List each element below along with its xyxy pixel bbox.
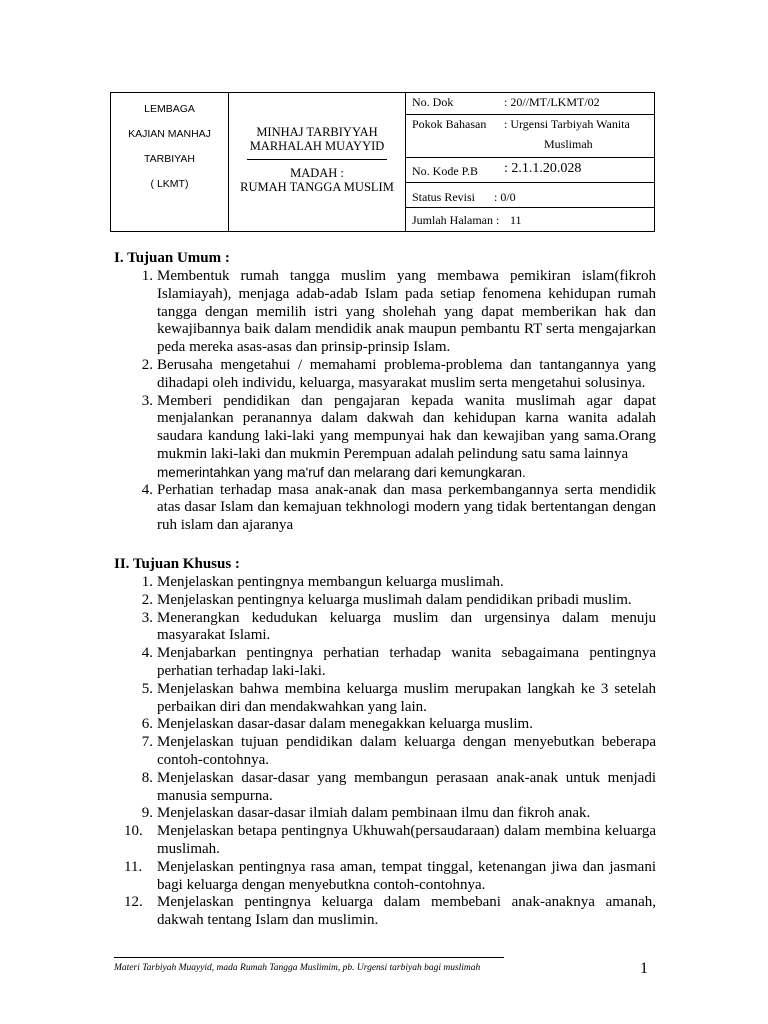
list-number: 7. [141,734,153,751]
program-divider [247,159,387,160]
list-text: Perhatian terhadap masa anak-anak dan masa perkembangannya serta mendidik atas dasar Islam dan kemajuan tekhnologi modern yang tidak bertentangan dengan ruh islam dan ajaranya [157,481,656,534]
meta-label: No. Dok [412,95,454,109]
list-item [128,805,656,823]
list-text: Menjelaskan pentingnya keluarga muslimah dalam pendidikan pribadi muslim. [157,591,632,608]
list-item [128,592,656,610]
meta-value: 11 [510,213,522,227]
list-item [128,610,656,646]
list-item [124,858,656,895]
meta-value: Muslimah [544,137,593,151]
list-item [128,645,656,681]
meta-label: No. Kode P.B [412,164,479,178]
list-number: 2. [141,356,153,373]
list-text: Memberi pendidikan dan pengajaran kepada wanita muslimah agar dapat menjalankan peranannya dalam dakwah dan kehidupan karna wanita adalah saudara kandung laki-laki yang mempunyai hak dan kewajiban yang sama.Orang mukmin laki-laki dan mukmin Perempuan adalah pelindung satu sama lainnya [157,392,656,462]
list-item [128,681,656,717]
institution-line: TARBIYAH [144,153,195,165]
list-text: Menjelaskan dasar-dasar yang membangun perasaan anak-anak untuk menjadi manusia sempurna. [157,769,656,804]
list-item [128,574,656,592]
list-text: Menjabarkan pentingnya perhatian terhadap wanita sebagaimana pentingnya perhatian terhadap laki-laki. [157,645,656,679]
section-title-tujuan-khusus: II. Tujuan Khusus : [114,556,240,572]
list-text: Menjelaskan pentingnya keluarga dalam membebani anak-anaknya amanah, dakwah tentang Islam dan muslimin. [157,894,656,929]
list-number: 1. [141,268,153,284]
list-number: 1. [141,574,153,590]
program-line: MARHALAH MUAYYID [249,139,385,153]
list-item [128,716,656,734]
list-text: Menjelaskan pentingnya membangun keluarga muslimah. [157,574,504,590]
list-number: 10. [124,823,143,840]
section-title-tujuan-umum: I. Tujuan Umum : [114,250,230,266]
program-line: MINHAJ TARBIYYAH [256,125,378,139]
meta-row-no-dok [406,93,654,115]
meta-row-jumlah [406,208,654,231]
page-number: 1 [640,960,648,977]
meta-row-kode [406,158,654,183]
meta-label: Status Revisi [412,190,476,204]
list-number: 9. [141,805,153,822]
list-number: 8. [141,769,153,786]
footer-divider [114,957,504,958]
list-item [124,894,656,930]
madah-line: RUMAH TANGGA MUSLIM [240,180,394,194]
list-number: 3. [141,609,153,626]
list-text: Menjelaskan dasar-dasar dalam menegakkan keluarga muslim. [157,716,533,733]
tujuan-khusus-list [124,574,656,930]
meta-row-status [406,183,654,208]
institution-cell [111,93,229,231]
list-item [128,770,656,806]
meta-value: : 20//MT/LKMT/02 [504,95,600,109]
program-cell [229,93,406,231]
meta-label: Jumlah Halaman : [412,213,500,227]
list-number: 2. [141,591,153,608]
list-item [128,482,656,535]
list-number: 4. [141,481,153,498]
list-item [128,393,656,482]
institution-line: LEMBAGA [144,103,195,115]
list-text: Menjelaskan dasar-dasar ilmiah dalam pembinaan ilmu dan fikroh anak. [157,805,591,822]
meta-row-pokok-bahasan [406,115,654,158]
tujuan-umum-list [128,268,656,535]
list-text: Menjelaskan bahwa membina keluarga muslim merupakan langkah ke 3 setelah perbaikan diri dan mendakwahkan yang lain. [157,680,656,715]
list-text: Menjelaskan betapa pentingnya Ukhuwah(persaudaraan) dalam membina keluarga muslimah. [157,823,656,857]
document-header-table [110,92,655,232]
list-text: Menjelaskan tujuan pendidikan dalam keluarga dengan menyebutkan beberapa contoh-contohnya. [157,734,656,768]
meta-label: Pokok Bahasan [412,117,487,131]
list-number: 4. [141,645,153,662]
list-item [128,268,656,357]
meta-cell [406,93,654,231]
list-number: 11. [124,858,143,875]
institution-line: KAJIAN MANHAJ [128,128,211,140]
list-number: 3. [141,392,153,409]
list-number: 6. [141,716,153,733]
list-text: Berusaha mengetahui / memahami problema-problema dan tantangannya yang dihadapi oleh individu, keluarga, masyarakat muslim serta mengetahui solusinya. [157,356,656,391]
institution-line: ( LKMT) [150,178,189,190]
list-number: 5. [141,680,153,697]
list-text: Menjelaskan pentingnya rasa aman, tempat tinggal, ketenangan jiwa dan jasmani bagi keluarga dengan menyebutkna contoh-contohnya. [157,858,656,893]
list-text-tail: memerintahkan yang ma'ruf dan melarang dari kemungkaran. [157,464,526,480]
footer-caption: Materi Tarbiyah Muayyid, mada Rumah Tangga Muslimim, pb. Urgensi tarbiyah bagi muslimah [114,963,481,973]
meta-value: : 0/0 [494,190,516,204]
list-item [128,734,656,770]
meta-value: : Urgensi Tarbiyah Wanita [504,117,630,131]
list-item [124,823,656,859]
madah-line: MADAH : [290,166,344,180]
list-text: Membentuk rumah tangga muslim yang membawa pemikiran islam(fikroh Islamiayah), menjaga adab-adab Islam pada setiap fenomena kehidupan rumah tangga dengan memilih istri yang sholehah yang dapat memberikan hak dan kewajibannya baik dalam mendidik anak maupun pembantu RT serta mengajarkan peda mereka asas-asas dan prinsip-prinsip Islam. [157,268,656,356]
meta-value: : 2.1.1.20.028 [504,161,582,176]
list-number: 12. [124,894,143,911]
list-text: Menerangkan kedudukan keluarga muslim dan urgensinya dalam menuju masyarakat Islami. [157,609,656,644]
list-item [128,357,656,393]
